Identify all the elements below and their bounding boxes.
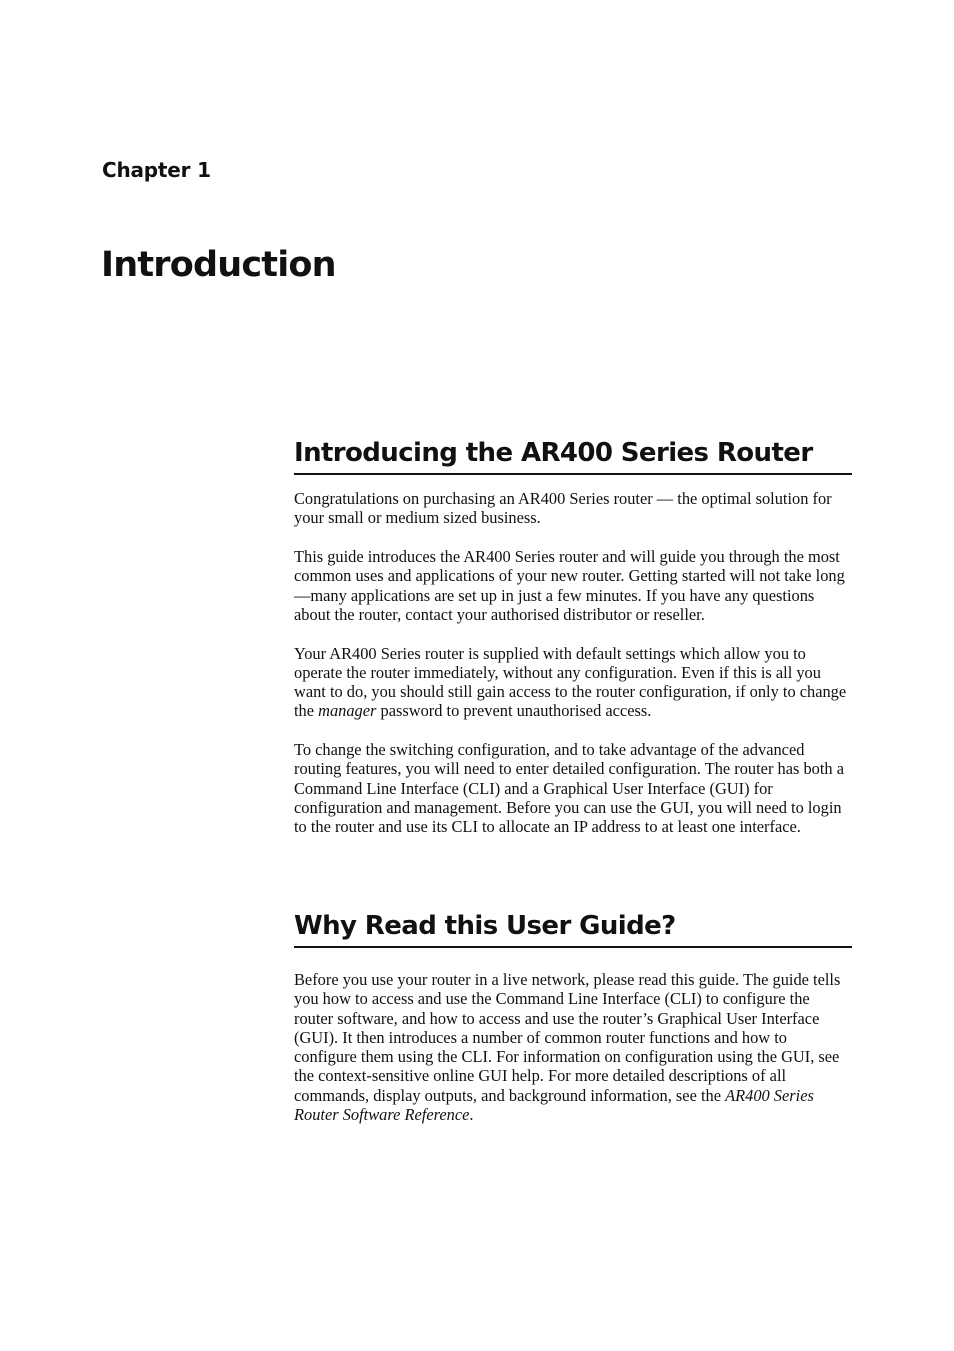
section-why-read-guide (294, 910, 852, 1124)
section-heading: Introducing the AR400 Series Router (294, 437, 852, 475)
chapter-title: Introduction (101, 245, 336, 285)
software-reference-title: AR400 Series Router Software Reference (294, 1085, 814, 1125)
paragraph-before-you-use: Before you use your router in a live network, please read this guide. The guide tells you how to access and use the Command Line Interface (CLI) to configure the router software, and how to access and use the router’s Graphical User Interface (GUI). It then introduces a number of common router functions and how to configure them using the CLI. For information on configuration using the GUI, see the context-sensitive online GUI help. For more detailed descriptions of all commands, display outputs, and background information, see the AR400 Series Router Software Reference. (294, 970, 841, 1125)
paragraph-switching-config: To change the switching configuration, and to take advantage of the advanced routing features, you will need to enter detailed configuration. The router has both a Command Line Interface (CLI) and a Graphical User Interface (GUI) for configuration and management. Before you can use the GUI, you will need to login to the router and use its CLI to allocate an IP address to at least one interface. (294, 740, 844, 837)
chapter-label: Chapter 1 (102, 158, 211, 182)
paragraph-default-settings: Your AR400 Series router is supplied with default settings which allow you to operate the router immediately, without any configuration. Even if this is all you want to do, you should still gain access to the router configuration, if only to change the manager password to prevent unauthorised access. (294, 643, 847, 721)
manager-term: manager (318, 701, 377, 721)
paragraph-guide-intro: This guide introduces the AR400 Series router and will guide you through the most common uses and applications of your new router. Getting started will not take long—many applications are set up in just a few minutes. If you have any questions about the router, contact your authorised distributor or reseller. (294, 546, 845, 624)
paragraph-congratulations: Congratulations on purchasing an AR400 Series router — the optimal solution for your small or medium sized business. (294, 489, 832, 528)
section-introducing-router (294, 437, 852, 856)
section-heading: Why Read this User Guide? (294, 910, 852, 948)
